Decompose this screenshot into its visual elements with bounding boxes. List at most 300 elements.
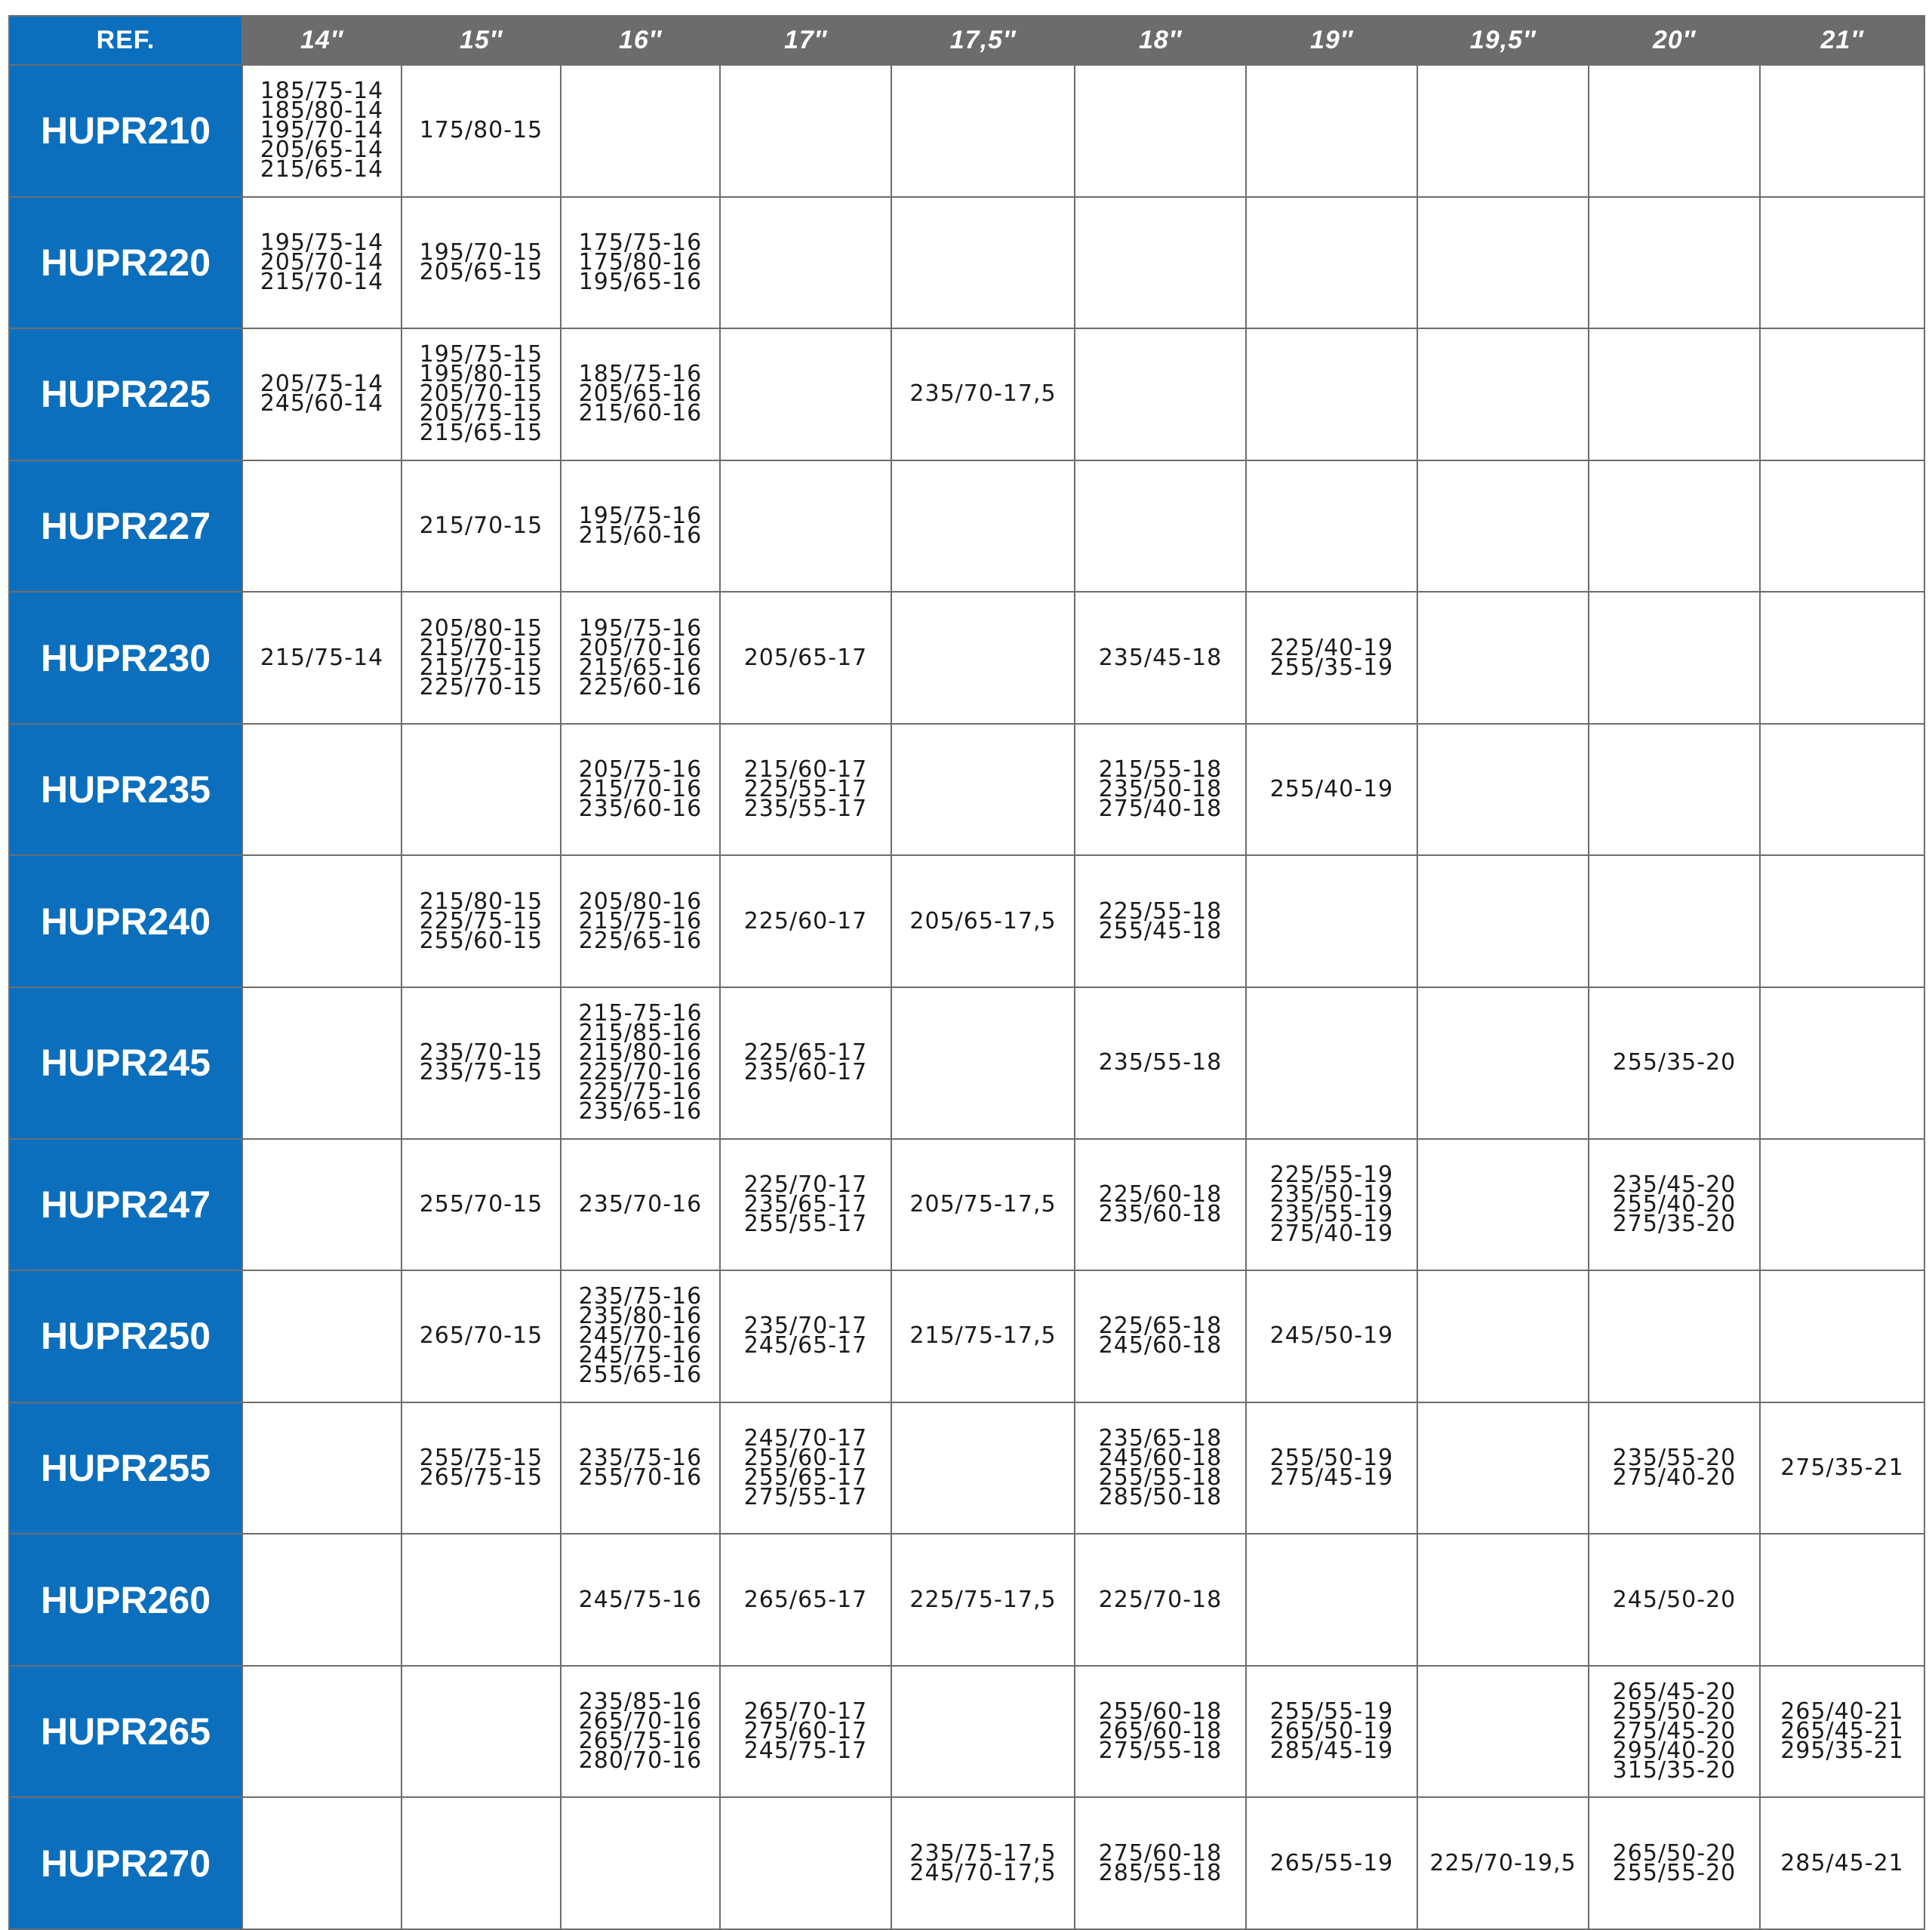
size-cell — [242, 460, 401, 593]
tire-size: 235/70-17,5 — [909, 380, 1057, 408]
tire-size: 255/50-20 — [1612, 1698, 1737, 1725]
tire-size: 205/65-15 — [419, 258, 543, 285]
size-cell — [242, 1666, 401, 1798]
tire-size: 225/75-15 — [419, 907, 543, 934]
size-cell — [1417, 724, 1589, 856]
size-cell — [1246, 1534, 1417, 1666]
size-cell — [720, 1270, 891, 1402]
size-column-header: 17,5″ — [891, 16, 1075, 65]
tire-size: 285/45-21 — [1780, 1849, 1904, 1876]
tire-size: 205/75-16 — [578, 756, 703, 783]
size-cell — [561, 592, 720, 724]
tire-size: 235/55-17 — [743, 796, 868, 823]
tire-size: 235/65-16 — [578, 1098, 703, 1125]
tire-size: 235/55-20 — [1612, 1444, 1737, 1471]
size-cell — [1075, 328, 1246, 460]
tire-size: 225/65-18 — [1098, 1313, 1223, 1340]
tire-size: 185/80-14 — [260, 97, 384, 125]
tire-size: 195/75-16 — [578, 502, 703, 529]
tire-size: 195/80-15 — [419, 361, 543, 388]
tire-size: 245/65-17 — [743, 1332, 868, 1359]
tire-size: 235/50-18 — [1098, 776, 1223, 803]
tire-size: 205/65-14 — [260, 137, 384, 164]
size-cell — [401, 1666, 561, 1798]
tire-size: 255/65-16 — [578, 1362, 703, 1389]
row-ref-label: HUPR240 — [9, 855, 242, 987]
tire-size: 285/55-18 — [1098, 1859, 1223, 1886]
table-row — [9, 855, 1924, 987]
tire-size: 235/65-18 — [1098, 1424, 1223, 1451]
table-row — [9, 1666, 1924, 1798]
tire-size: 225/40-19 — [1269, 634, 1394, 661]
size-cell — [891, 592, 1075, 724]
size-cell — [242, 1270, 401, 1402]
size-cell — [1589, 460, 1760, 593]
size-cell — [720, 65, 891, 197]
tire-size: 285/50-18 — [1098, 1483, 1223, 1510]
size-cell — [891, 1797, 1075, 1929]
size-cell — [401, 724, 561, 856]
size-cell — [1246, 460, 1417, 593]
size-cell — [242, 592, 401, 724]
tire-size: 285/45-19 — [1269, 1738, 1394, 1765]
tire-size: 295/35-21 — [1780, 1738, 1904, 1765]
row-ref-label: HUPR210 — [9, 65, 242, 197]
size-cell — [401, 1139, 561, 1271]
row-ref-label: HUPR250 — [9, 1270, 242, 1402]
tire-size: 265/50-20 — [1612, 1839, 1737, 1867]
tire-size: 205/65-17 — [743, 644, 868, 671]
size-cell — [891, 197, 1075, 329]
row-ref-label: HUPR220 — [9, 197, 242, 329]
tire-size: 275/35-20 — [1612, 1210, 1737, 1237]
tire-size: 215/70-16 — [578, 776, 703, 803]
tire-size: 235/80-16 — [578, 1303, 703, 1330]
size-cell — [561, 1139, 720, 1271]
tire-size: 215/75-16 — [578, 907, 703, 934]
size-cell — [891, 1534, 1075, 1666]
row-ref-label: HUPR255 — [9, 1402, 242, 1534]
tire-size-table — [8, 15, 1925, 1930]
size-cell — [242, 987, 401, 1139]
size-cell — [401, 65, 561, 197]
tire-size: 235/55-18 — [1098, 1049, 1223, 1076]
tire-size: 235/50-19 — [1269, 1180, 1394, 1208]
tire-size: 235/75-17,5 — [909, 1839, 1057, 1867]
size-cell — [561, 987, 720, 1139]
size-cell — [1246, 1797, 1417, 1929]
size-cell — [1246, 1270, 1417, 1402]
tire-size: 215/70-14 — [260, 268, 384, 295]
tire-size: 275/55-18 — [1098, 1738, 1223, 1765]
tire-size: 235/60-17 — [743, 1059, 868, 1086]
size-cell — [720, 460, 891, 593]
size-cell — [1075, 855, 1246, 987]
tire-size: 205/70-15 — [419, 380, 543, 408]
tire-size: 245/75-16 — [578, 1342, 703, 1369]
size-cell — [242, 197, 401, 329]
tire-size: 255/35-20 — [1612, 1049, 1737, 1076]
table-row — [9, 1402, 1924, 1534]
table-row — [9, 1270, 1924, 1402]
tire-size: 245/75-17 — [743, 1738, 868, 1765]
tire-size: 265/75-16 — [578, 1728, 703, 1755]
size-cell — [720, 1666, 891, 1798]
size-cell — [720, 987, 891, 1139]
tire-size: 245/50-19 — [1269, 1322, 1394, 1350]
size-cell — [720, 1797, 891, 1929]
size-column-header: 19″ — [1246, 16, 1417, 65]
tire-size: 205/75-15 — [419, 400, 543, 427]
row-ref-label: HUPR225 — [9, 328, 242, 460]
size-cell — [891, 65, 1075, 197]
row-ref-label: HUPR265 — [9, 1666, 242, 1798]
tire-size: 225/60-18 — [1098, 1180, 1223, 1208]
size-cell — [242, 1402, 401, 1534]
tire-size: 215/70-15 — [419, 634, 543, 661]
tire-size: 205/80-16 — [578, 888, 703, 915]
size-cell — [1760, 987, 1924, 1139]
size-cell — [1417, 1270, 1589, 1402]
size-cell — [401, 1797, 561, 1929]
size-cell — [1075, 460, 1246, 593]
tire-size: 235/85-16 — [578, 1688, 703, 1716]
tire-size: 235/70-17 — [743, 1313, 868, 1340]
size-cell — [1246, 1139, 1417, 1271]
size-cell — [1760, 1666, 1924, 1798]
size-cell — [242, 724, 401, 856]
size-cell — [1760, 197, 1924, 329]
tire-size: 255/65-17 — [743, 1464, 868, 1491]
tire-size: 235/70-16 — [578, 1190, 703, 1217]
size-cell — [1417, 197, 1589, 329]
size-cell — [1760, 1797, 1924, 1929]
tire-size: 225/70-17 — [743, 1171, 868, 1198]
tire-size: 225/55-19 — [1269, 1161, 1394, 1188]
tire-size: 225/75-16 — [578, 1079, 703, 1106]
size-cell — [1075, 1139, 1246, 1271]
tire-size: 185/75-16 — [578, 361, 703, 388]
size-column-header: 20″ — [1589, 16, 1760, 65]
tire-size: 195/75-15 — [419, 341, 543, 368]
tire-size: 255/55-20 — [1612, 1859, 1737, 1886]
size-cell — [1075, 1666, 1246, 1798]
size-cell — [1760, 592, 1924, 724]
size-cell — [720, 1139, 891, 1271]
tire-size: 275/40-20 — [1612, 1464, 1737, 1491]
size-cell — [1075, 1797, 1246, 1929]
size-cell — [561, 197, 720, 329]
size-cell — [720, 592, 891, 724]
ref-column-header: REF. — [9, 16, 242, 65]
size-cell — [401, 1270, 561, 1402]
size-cell — [561, 65, 720, 197]
size-cell — [1417, 1139, 1589, 1271]
size-cell — [401, 328, 561, 460]
size-cell — [1589, 197, 1760, 329]
size-cell — [891, 1139, 1075, 1271]
table-row — [9, 328, 1924, 460]
size-cell — [561, 1534, 720, 1666]
tire-size: 195/75-16 — [578, 614, 703, 642]
tire-size: 225/75-17,5 — [909, 1586, 1057, 1613]
tire-size: 215/65-14 — [260, 156, 384, 183]
tire-size: 275/40-18 — [1098, 796, 1223, 823]
tire-size: 225/65-16 — [578, 927, 703, 954]
table-row — [9, 197, 1924, 329]
size-cell — [1246, 1666, 1417, 1798]
size-column-header: 16″ — [561, 16, 720, 65]
size-cell — [1075, 1534, 1246, 1666]
tire-size: 195/70-14 — [260, 117, 384, 144]
table-row — [9, 460, 1924, 593]
size-cell — [1075, 592, 1246, 724]
tire-size: 175/80-16 — [578, 248, 703, 275]
size-column-header: 14″ — [242, 16, 401, 65]
size-cell — [891, 328, 1075, 460]
row-ref-label: HUPR247 — [9, 1139, 242, 1271]
size-cell — [1075, 1402, 1246, 1534]
size-cell — [561, 1797, 720, 1929]
tire-size: 255/40-20 — [1612, 1190, 1737, 1217]
tire-size: 215/75-14 — [260, 644, 384, 671]
size-cell — [891, 724, 1075, 856]
tire-size: 235/60-16 — [578, 796, 703, 823]
tire-size: 255/50-19 — [1269, 1444, 1394, 1471]
size-cell — [1760, 855, 1924, 987]
table-body — [9, 65, 1924, 1929]
size-cell — [1417, 1666, 1589, 1798]
tire-size: 265/55-19 — [1269, 1849, 1394, 1876]
size-cell — [561, 1402, 720, 1534]
size-cell — [242, 65, 401, 197]
table-row — [9, 1534, 1924, 1666]
size-cell — [1760, 1139, 1924, 1271]
tire-size: 205/75-14 — [260, 371, 384, 398]
tire-size: 205/65-17,5 — [909, 907, 1057, 934]
size-cell — [1075, 987, 1246, 1139]
size-cell — [1760, 328, 1924, 460]
tire-size: 225/70-15 — [419, 673, 543, 700]
tire-size: 245/70-16 — [578, 1322, 703, 1350]
size-cell — [401, 1402, 561, 1534]
size-cell — [242, 328, 401, 460]
tire-size: 235/75-15 — [419, 1059, 543, 1086]
tire-size: 275/45-20 — [1612, 1718, 1737, 1745]
size-cell — [891, 1270, 1075, 1402]
tire-size: 265/65-17 — [743, 1586, 868, 1613]
tire-size: 235/45-20 — [1612, 1171, 1737, 1198]
tire-size: 225/55-18 — [1098, 897, 1223, 925]
tire-size: 195/70-15 — [419, 239, 543, 266]
size-cell — [720, 197, 891, 329]
tire-size: 235/65-17 — [743, 1190, 868, 1217]
tire-size: 265/70-15 — [419, 1322, 543, 1350]
size-cell — [891, 1666, 1075, 1798]
tire-size: 195/75-14 — [260, 229, 384, 256]
row-ref-label: HUPR245 — [9, 987, 242, 1139]
table-row — [9, 1139, 1924, 1271]
header-row — [9, 16, 1924, 65]
size-cell — [1589, 1139, 1760, 1271]
tire-size: 235/45-18 — [1098, 644, 1223, 671]
size-cell — [1760, 1270, 1924, 1402]
size-cell — [1246, 855, 1417, 987]
size-cell — [720, 855, 891, 987]
tire-size: 245/50-20 — [1612, 1586, 1737, 1613]
tire-size: 215/60-16 — [578, 522, 703, 549]
tire-size: 265/50-19 — [1269, 1718, 1394, 1745]
size-cell — [1417, 1534, 1589, 1666]
size-cell — [561, 1270, 720, 1402]
size-cell — [1589, 1270, 1760, 1402]
size-cell — [1246, 197, 1417, 329]
size-column-header: 18″ — [1075, 16, 1246, 65]
table-row — [9, 592, 1924, 724]
size-cell — [401, 592, 561, 724]
tire-size: 275/60-18 — [1098, 1839, 1223, 1867]
tire-size: 215/60-16 — [578, 400, 703, 427]
size-cell — [1075, 197, 1246, 329]
tire-size: 215/75-15 — [419, 654, 543, 681]
size-cell — [1589, 987, 1760, 1139]
size-cell — [242, 1797, 401, 1929]
tire-size: 255/45-18 — [1098, 917, 1223, 944]
tire-size: 205/65-16 — [578, 380, 703, 408]
tire-size: 265/75-15 — [419, 1464, 543, 1491]
tire-size: 265/70-16 — [578, 1708, 703, 1735]
tire-size: 195/65-16 — [578, 268, 703, 295]
size-cell — [242, 1534, 401, 1666]
size-cell — [1589, 592, 1760, 724]
size-cell — [401, 855, 561, 987]
size-cell — [1246, 987, 1417, 1139]
tire-size: 245/60-18 — [1098, 1444, 1223, 1471]
size-cell — [561, 855, 720, 987]
table-header — [9, 16, 1924, 65]
tire-size: 265/60-18 — [1098, 1718, 1223, 1745]
tire-size: 215/60-17 — [743, 756, 868, 783]
tire-size: 265/45-21 — [1780, 1718, 1904, 1745]
size-cell — [242, 1139, 401, 1271]
tire-size: 255/55-18 — [1098, 1464, 1223, 1491]
size-cell — [891, 987, 1075, 1139]
size-cell — [1760, 724, 1924, 856]
size-cell — [561, 1666, 720, 1798]
size-cell — [1417, 65, 1589, 197]
size-cell — [1589, 1666, 1760, 1798]
size-cell — [401, 987, 561, 1139]
size-cell — [891, 460, 1075, 593]
tire-size: 255/60-18 — [1098, 1698, 1223, 1725]
tire-size: 245/60-14 — [260, 390, 384, 417]
size-cell — [720, 1402, 891, 1534]
tire-size: 215/70-15 — [419, 512, 543, 539]
row-ref-label: HUPR270 — [9, 1797, 242, 1929]
size-cell — [1075, 1270, 1246, 1402]
size-cell — [1417, 328, 1589, 460]
tire-size: 275/40-19 — [1269, 1220, 1394, 1247]
size-cell — [401, 1534, 561, 1666]
tire-size: 255/60-17 — [743, 1444, 868, 1471]
tire-size: 315/35-20 — [1612, 1757, 1737, 1784]
tire-size: 255/35-19 — [1269, 654, 1394, 681]
tire-size: 255/70-16 — [578, 1464, 703, 1491]
tire-size: 275/35-21 — [1780, 1454, 1904, 1481]
tire-size: 225/55-17 — [743, 776, 868, 803]
size-cell — [1246, 592, 1417, 724]
tire-size: 255/75-15 — [419, 1444, 543, 1471]
tire-size: 215/80-15 — [419, 888, 543, 915]
size-cell — [720, 724, 891, 856]
tire-size: 265/40-21 — [1780, 1698, 1904, 1725]
tire-size: 235/55-19 — [1269, 1200, 1394, 1227]
tire-size: 235/75-16 — [578, 1283, 703, 1310]
size-cell — [242, 855, 401, 987]
size-cell — [720, 328, 891, 460]
size-cell — [891, 855, 1075, 987]
size-cell — [1589, 1797, 1760, 1929]
tire-size: 245/70-17,5 — [909, 1859, 1057, 1886]
size-cell — [1760, 1534, 1924, 1666]
tire-size: 280/70-16 — [578, 1747, 703, 1775]
tire-size: 275/45-19 — [1269, 1464, 1394, 1491]
size-cell — [561, 460, 720, 593]
tire-size: 215/85-16 — [578, 1020, 703, 1047]
size-column-header: 21″ — [1760, 16, 1924, 65]
tire-size: 265/70-17 — [743, 1698, 868, 1725]
size-cell — [720, 1534, 891, 1666]
tire-size: 205/80-15 — [419, 614, 543, 642]
tire-size: 225/60-16 — [578, 673, 703, 700]
tire-size: 275/60-17 — [743, 1718, 868, 1745]
table-row — [9, 987, 1924, 1139]
size-cell — [1417, 987, 1589, 1139]
tire-size: 215/55-18 — [1098, 756, 1223, 783]
tire-size: 175/80-15 — [419, 117, 543, 144]
tire-size: 215/65-15 — [419, 420, 543, 447]
tire-size: 215-75-16 — [578, 1000, 703, 1027]
size-cell — [1589, 328, 1760, 460]
tire-size: 255/55-19 — [1269, 1698, 1394, 1725]
tire-size: 245/75-16 — [578, 1586, 703, 1613]
tire-size: 255/60-15 — [419, 927, 543, 954]
tire-size: 225/60-17 — [743, 907, 868, 934]
tire-size: 225/70-16 — [578, 1059, 703, 1086]
table-row — [9, 724, 1924, 856]
size-cell — [1246, 724, 1417, 856]
size-column-header: 17″ — [720, 16, 891, 65]
size-cell — [1589, 1402, 1760, 1534]
row-ref-label: HUPR230 — [9, 592, 242, 724]
tire-size: 205/75-17,5 — [909, 1190, 1057, 1217]
size-cell — [1075, 65, 1246, 197]
size-cell — [1246, 328, 1417, 460]
size-cell — [1417, 1402, 1589, 1534]
size-cell — [1760, 1402, 1924, 1534]
tire-size: 245/70-17 — [743, 1424, 868, 1451]
tire-size: 235/60-18 — [1098, 1200, 1223, 1227]
tire-size: 185/75-14 — [260, 78, 384, 105]
tire-size: 255/40-19 — [1269, 776, 1394, 803]
tire-size: 275/55-17 — [743, 1483, 868, 1510]
size-cell — [1417, 1797, 1589, 1929]
size-cell — [1246, 1402, 1417, 1534]
tire-size: 265/45-20 — [1612, 1679, 1737, 1706]
tire-size: 255/70-15 — [419, 1190, 543, 1217]
size-cell — [401, 460, 561, 593]
size-cell — [1417, 592, 1589, 724]
